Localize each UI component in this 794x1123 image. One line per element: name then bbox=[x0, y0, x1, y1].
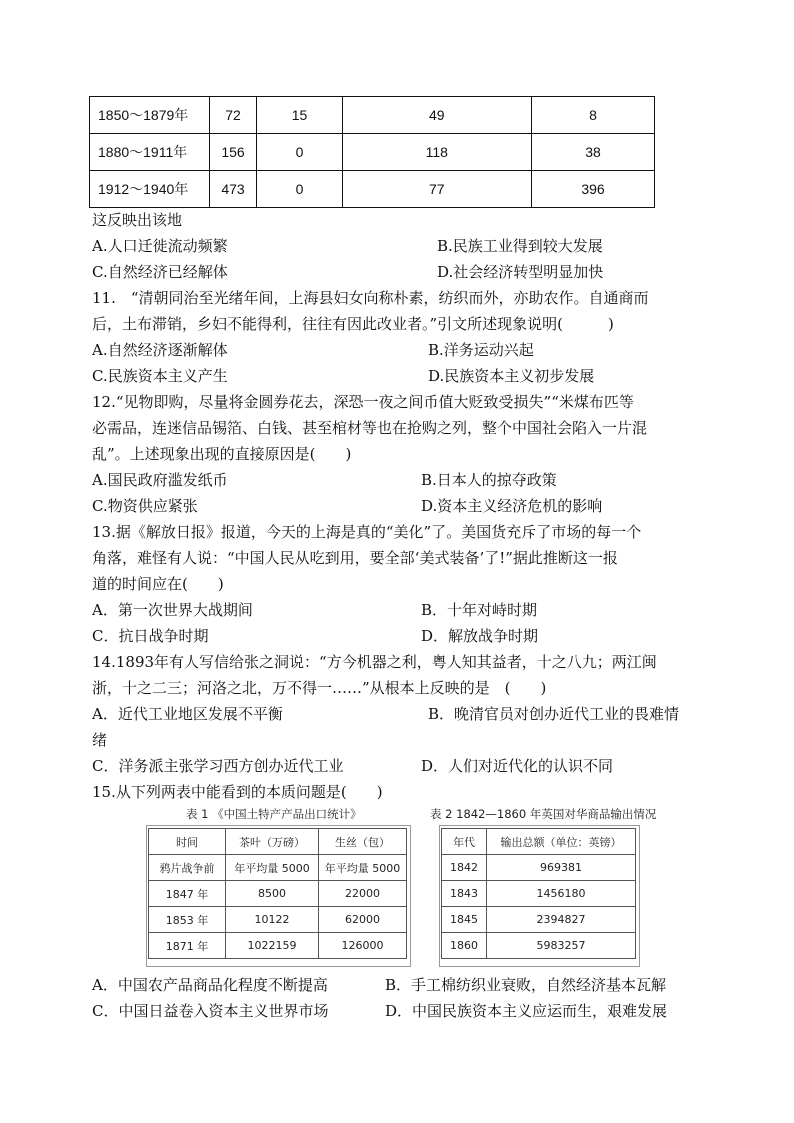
table-header-row bbox=[442, 829, 636, 855]
table-cell: 10122 bbox=[226, 907, 319, 933]
q14-stem-line-2: 浙，十之二三；河洛之北，万不得一……”从根本上反映的是 ( ) bbox=[92, 679, 547, 697]
table-cell: 1912～1940年 bbox=[90, 171, 210, 208]
q14-option-b[interactable]: B．晚清官员对创办近代工业的畏难情 bbox=[428, 705, 680, 723]
q15-option-b[interactable]: B．手工棉纺织业衰败，自然经济基本瓦解 bbox=[385, 976, 667, 994]
q13-option-d[interactable]: D．解放战争时期 bbox=[421, 627, 539, 645]
q12-stem-line-1: 12.“见物即购，尽量将金圆券花去，深恐一夜之间币值大贬致受损失”“米煤布匹等 bbox=[92, 393, 634, 411]
table-cell: 126000 bbox=[319, 933, 407, 959]
q13-option-a[interactable]: A．第一次世界大战期间 bbox=[92, 601, 253, 619]
table-cell: 1880～1911年 bbox=[90, 134, 210, 171]
table-cell: 0 bbox=[257, 171, 342, 208]
q14-option-d[interactable]: D．人们对近代化的认识不同 bbox=[421, 757, 614, 775]
q13-option-b[interactable]: B．十年对峙时期 bbox=[421, 601, 538, 619]
table-cell: 5983257 bbox=[487, 933, 636, 959]
table-cell: 62000 bbox=[319, 907, 407, 933]
q12-option-a[interactable]: A.国民政府滥发纸币 bbox=[92, 471, 228, 489]
table-cell: 72 bbox=[209, 97, 257, 134]
table-cell: 1456180 bbox=[487, 881, 636, 907]
top-data-table bbox=[89, 96, 655, 208]
table-cell: 49 bbox=[342, 97, 531, 134]
table-cell: 年平均量 5000 bbox=[319, 855, 407, 881]
table-cell: 8500 bbox=[226, 881, 319, 907]
table-cell: 1847 年 bbox=[149, 881, 226, 907]
table-cell: 1871 年 bbox=[149, 933, 226, 959]
british-exports-table bbox=[441, 828, 636, 959]
table-cell: 969381 bbox=[487, 855, 636, 881]
table-row bbox=[442, 907, 636, 933]
q15-option-c[interactable]: C．中国日益卷入资本主义世界市场 bbox=[92, 1002, 329, 1020]
table-cell: 1843 bbox=[442, 881, 487, 907]
q12-stem-line-2: 必需品，连迷信品锡箔、白钱、甚至棺材等也在抢购之列，整个中国社会陷入一片混 bbox=[92, 419, 648, 437]
table-cell: 1022159 bbox=[226, 933, 319, 959]
table-row bbox=[442, 881, 636, 907]
table-cell: 2394827 bbox=[487, 907, 636, 933]
q13-option-c[interactable]: C．抗日战争时期 bbox=[92, 627, 209, 645]
table-cell: 22000 bbox=[319, 881, 407, 907]
table2-caption: 表 2 1842—1860 年英国对华商品输出情况 bbox=[430, 807, 657, 821]
table-cell: 8 bbox=[531, 97, 654, 134]
table-header-row bbox=[149, 829, 407, 855]
table-row bbox=[442, 933, 636, 959]
table-cell: 1850～1879年 bbox=[90, 97, 210, 134]
table-row bbox=[90, 134, 655, 171]
q14-option-b-continued: 绪 bbox=[92, 731, 108, 749]
q14-option-a[interactable]: A．近代工业地区发展不平衡 bbox=[92, 705, 283, 723]
q11-stem-line-1: 11. “清朝同治至光绪年间，上海县妇女向称朴素，纺织而外，亦助农作。自通商而 bbox=[92, 289, 649, 307]
table-header-cell: 年代 bbox=[442, 829, 487, 855]
table-header-cell: 输出总额（单位：英镑） bbox=[487, 829, 636, 855]
q10-option-a[interactable]: A.人口迁徙流动频繁 bbox=[92, 237, 228, 255]
q11-stem-line-2: 后，土布滞销，乡妇不能得利，往往有因此改业者。”引文所述现象说明( ) bbox=[92, 315, 614, 333]
table-cell: 鸦片战争前 bbox=[149, 855, 226, 881]
table-cell: 年平均量 5000 bbox=[226, 855, 319, 881]
q12-option-c[interactable]: C.物资供应紧张 bbox=[92, 497, 198, 515]
table-row bbox=[90, 171, 655, 208]
table-cell: 38 bbox=[531, 134, 654, 171]
q13-stem-line-1: 13.据《解放日报》报道，今天的上海是真的“美化”了。美国货充斥了市场的每一个 bbox=[92, 523, 642, 541]
q12-option-d[interactable]: D.资本主义经济危机的影响 bbox=[421, 497, 603, 515]
q10-option-c[interactable]: C.自然经济已经解体 bbox=[92, 263, 228, 281]
export-stats-table bbox=[148, 828, 407, 959]
table-cell: 1842 bbox=[442, 855, 487, 881]
q10-option-b[interactable]: B.民族工业得到较大发展 bbox=[437, 237, 603, 255]
q14-option-c[interactable]: C．洋务派主张学习西方创办近代工业 bbox=[92, 757, 344, 775]
table-cell: 1845 bbox=[442, 907, 487, 933]
q15-option-a[interactable]: A．中国农产品商品化程度不断提高 bbox=[92, 976, 328, 994]
table-cell: 118 bbox=[342, 134, 531, 171]
table-cell: 396 bbox=[531, 171, 654, 208]
q13-stem-line-2: 角落，难怪有人说：“中国人民从吃到用，要全部‘美式装备’了!”据此推断这一报 bbox=[92, 549, 618, 567]
table-cell: 473 bbox=[209, 171, 257, 208]
table-row bbox=[149, 907, 407, 933]
table-row bbox=[149, 881, 407, 907]
table-row bbox=[442, 855, 636, 881]
q13-stem-line-3: 道的时间应在( ) bbox=[92, 575, 224, 593]
q11-option-c[interactable]: C.民族资本主义产生 bbox=[92, 367, 228, 385]
table-header-cell: 生丝（包） bbox=[319, 829, 407, 855]
table-cell: 77 bbox=[342, 171, 531, 208]
table-header-cell: 时间 bbox=[149, 829, 226, 855]
table-row bbox=[149, 855, 407, 881]
q12-option-b[interactable]: B.日本人的掠夺政策 bbox=[421, 471, 557, 489]
table-row bbox=[90, 97, 655, 134]
q12-stem-line-3: 乱”。上述现象出现的直接原因是( ) bbox=[92, 445, 352, 463]
q10-stem-tail: 这反映出该地 bbox=[92, 211, 183, 229]
q11-option-b[interactable]: B.洋务运动兴起 bbox=[428, 341, 534, 359]
table-cell: 156 bbox=[209, 134, 257, 171]
table1-caption: 表 1 《中国土特产产品出口统计》 bbox=[186, 807, 362, 821]
table-row bbox=[149, 933, 407, 959]
table-cell: 15 bbox=[257, 97, 342, 134]
q11-option-d[interactable]: D.民族资本主义初步发展 bbox=[428, 367, 595, 385]
table-cell: 0 bbox=[257, 134, 342, 171]
q14-stem-line-1: 14.1893年有人写信给张之洞说：“方今机器之利，粤人知其益者，十之八九；两江闽 bbox=[92, 653, 657, 671]
q15-stem: 15.从下列两表中能看到的本质问题是( ) bbox=[92, 783, 383, 801]
table-cell: 1860 bbox=[442, 933, 487, 959]
table-header-cell: 茶叶（万磅） bbox=[226, 829, 319, 855]
q10-option-d[interactable]: D.社会经济转型明显加快 bbox=[437, 263, 604, 281]
q15-option-d[interactable]: D．中国民族资本主义应运而生，艰难发展 bbox=[385, 1002, 668, 1020]
q11-option-a[interactable]: A.自然经济逐渐解体 bbox=[92, 341, 228, 359]
table-cell: 1853 年 bbox=[149, 907, 226, 933]
